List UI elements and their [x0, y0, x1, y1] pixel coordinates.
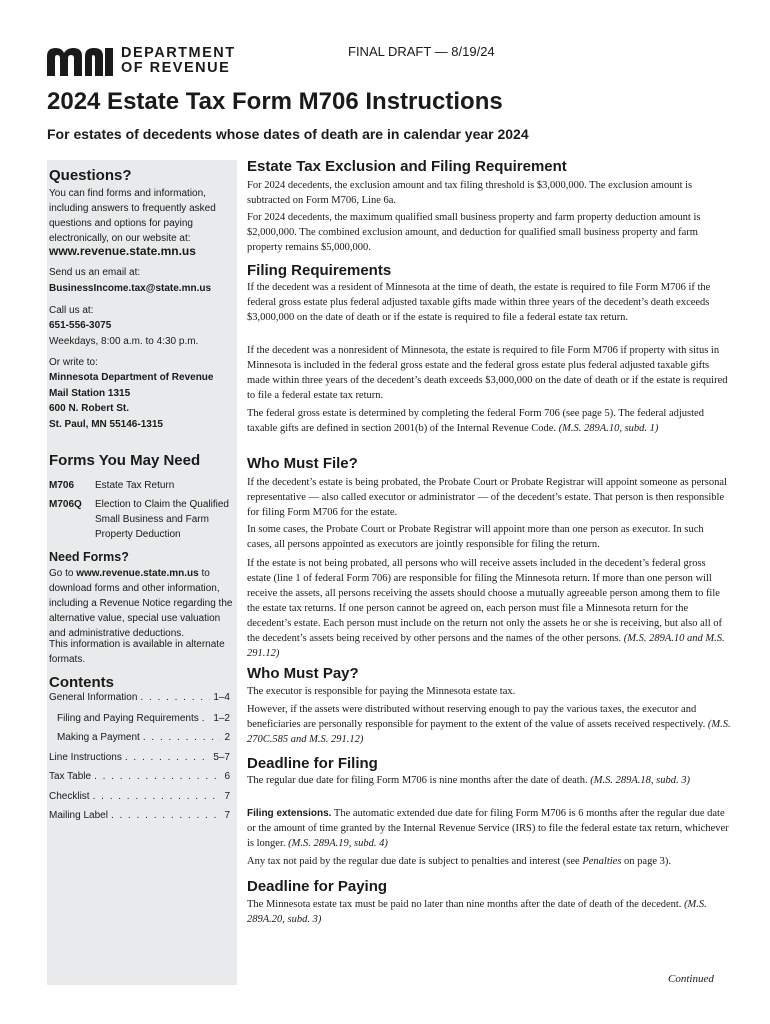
mn-revenue-logo	[47, 46, 247, 76]
alternate-formats-note: This information is available in alternate formats.	[49, 639, 225, 665]
exclusion-paragraph-1: For 2024 decedents, the exclusion amount and tax filing threshold is $3,000,000. The exclusion amount is subtracted on Form M706, Line 6a.	[247, 180, 693, 206]
who-pay-p2-citation: (M.S. 270C.585 and M.S. 291.12)	[247, 719, 731, 745]
toc-page: 2	[224, 732, 230, 743]
need-forms-text	[49, 566, 233, 641]
page-subtitle: For estates of decedents whose dates of death are in calendar year 2024	[47, 126, 529, 142]
who-pay-p2-text: However, if the assets were distributed without reserving enough to pay the various taxes, the executor and beneficiaries are personally responsible for payment to the extent of the value of assets received respectively.	[247, 704, 708, 730]
need-forms-go: Go to	[49, 568, 77, 579]
toc-leader	[143, 732, 222, 743]
toc-item[interactable]	[57, 713, 230, 724]
who-pay-paragraph-2	[247, 702, 731, 747]
toc-label: Line Instructions	[49, 752, 122, 763]
filing-p3-citation: (M.S. 289A.10, subd. 1)	[558, 423, 659, 434]
exclusion-heading: Estate Tax Exclusion and Filing Requirement	[247, 158, 567, 175]
toc-leader	[125, 752, 210, 763]
contents-heading: Contents	[49, 674, 114, 691]
toc-label: Tax Table	[49, 771, 92, 782]
toc-label: Filing and Paying Requirements	[57, 713, 199, 724]
who-pay-paragraph-1: The executor is responsible for paying the Minnesota estate tax.	[247, 686, 516, 697]
toc-item[interactable]	[57, 732, 230, 743]
filing-extensions-citation: (M.S. 289A.19, subd. 4)	[288, 838, 388, 849]
toc-page: 7	[224, 791, 230, 802]
filing-paragraph-1: If the decedent was a resident of Minnesota at the time of death, the estate is required to file Form M706 if the federal gross estate plus federal adjusted taxable gifts made within three years of the decedent’s death exceeds $3,000,000 on the date of death or if the estate is required to file a federal estate tax return.	[247, 282, 711, 323]
email-link[interactable]: BusinessIncome.tax@state.mn.us	[49, 283, 212, 294]
need-forms-body: to download forms and other information, including a Revenue Notice regarding the alternative value, special use valuation and administrative deductions.	[49, 568, 233, 639]
filing-extensions-paragraph	[247, 806, 731, 851]
deadline-paying-text: The Minnesota estate tax must be paid no later than nine months after the date of death of the decedent.	[247, 899, 685, 910]
need-forms-link[interactable]: www.revenue.state.mn.us	[76, 568, 199, 579]
phone-number: 651-556-3075	[49, 320, 112, 331]
draft-label: FINAL DRAFT — 8/19/24	[348, 44, 495, 59]
sidebar	[47, 160, 237, 985]
form-code: M706Q	[49, 499, 82, 510]
toc-leader	[140, 692, 210, 703]
penalties-text: Any tax not paid by the regular due date is subject to penalties and interest (see	[247, 856, 583, 867]
deadline-paying-paragraph	[247, 897, 731, 927]
toc-page: 6	[224, 771, 230, 782]
toc-label: Making a Payment	[57, 732, 140, 743]
who-must-file-heading: Who Must File?	[247, 455, 358, 472]
toc-label: Mailing Label	[49, 810, 108, 821]
toc-page: 1–2	[213, 713, 230, 724]
toc-label: Checklist	[49, 791, 90, 802]
deadline-paying-heading: Deadline for Paying	[247, 878, 388, 895]
penalties-link: Penalties	[582, 856, 622, 867]
filing-p3-text: The federal gross estate is determined by completing the federal Form 706 (see page 5). The federal adjusted taxable gifts are defined in section 2001(b) of the Internal Revenue Code.	[247, 408, 704, 434]
deadline-filing-heading: Deadline for Filing	[247, 755, 378, 772]
toc-leader	[111, 810, 222, 821]
filing-requirements-heading: Filing Requirements	[247, 262, 392, 279]
filing-extensions-label: Filing extensions.	[247, 808, 332, 819]
toc-leader	[202, 713, 211, 724]
who-file-paragraph-2: In some cases, the Probate Court or Probate Registrar will appoint more than one person as executor. In such cases, all persons appointed as executors are jointly responsible for filing the return.	[247, 524, 704, 550]
toc-page: 7	[224, 810, 230, 821]
address-line-2: Mail Station 1315	[49, 388, 131, 399]
office-hours: Weekdays, 8:00 a.m. to 4:30 p.m.	[49, 336, 199, 347]
mn-logo-icon	[47, 46, 117, 76]
forms-heading: Forms You May Need	[49, 452, 201, 469]
who-must-pay-heading: Who Must Pay?	[247, 665, 359, 682]
deadline-filing-text: The regular due date for filing Form M706 is nine months after the date of death.	[247, 775, 591, 786]
deadline-paying-citation: (M.S. 289A.20, subd. 3)	[247, 899, 707, 925]
toc-leader	[93, 791, 222, 802]
address-line-3: 600 N. Robert St.	[49, 403, 130, 414]
who-file-paragraph-3	[247, 556, 731, 661]
questions-heading: Questions?	[49, 167, 132, 184]
call-label: Call us at:	[49, 305, 94, 316]
form-code: M706	[49, 480, 75, 491]
toc-item[interactable]	[49, 791, 230, 802]
logo-text-department: DEPARTMENT	[121, 45, 236, 61]
who-file-paragraph-1: If the decedent’s estate is being probated, the Probate Court or Probate Registrar will appoint someone as personal representative — also called executor or administrator — of the decedent’s estate. That person is then responsible for filing Form M706 for the estate.	[247, 477, 727, 518]
questions-text: You can find forms and information, including answers to frequently asked questions and options for paying electronically, on our website at:	[49, 188, 216, 244]
address-line-1: Minnesota Department of Revenue	[49, 372, 214, 383]
toc-item[interactable]	[49, 692, 230, 703]
toc-item[interactable]	[49, 810, 230, 821]
form-desc: Election to Claim the Qualified Small Business and Farm Property Deduction	[95, 499, 229, 540]
penalties-paragraph	[247, 854, 731, 869]
filing-paragraph-3	[247, 406, 731, 436]
penalties-end: on page 3).	[621, 856, 671, 867]
logo-text-of-revenue: OF REVENUE	[121, 60, 231, 76]
form-desc: Estate Tax Return	[95, 480, 175, 491]
toc-page: 1–4	[213, 692, 230, 703]
exclusion-paragraph-2: For 2024 decedents, the maximum qualified small business property and farm property deduction amount is $2,000,000. The combined exclusion amount, and deduction for qualified small business property and farm property remains $5,000,000.	[247, 212, 701, 253]
toc-item[interactable]	[49, 771, 230, 782]
toc-label: General Information	[49, 692, 138, 703]
toc-item[interactable]	[49, 752, 230, 763]
email-label: Send us an email at:	[49, 267, 141, 278]
who-file-p3-citation: (M.S. 289A.10 and M.S. 291.12)	[247, 633, 725, 659]
deadline-filing-paragraph	[247, 773, 731, 788]
write-label: Or write to:	[49, 357, 98, 368]
who-file-p3-text: If the estate is not being probated, all persons who will receive assets included in the decedent’s federal gross estate (line 1 of federal Form 706) are responsible for filing the Minnesota return. If more than one person will receive the assets, all persons receiving the assets should choose a mutually agreeable person among them to file the estate tax returns. If one person cannot be agreed on, each person must file a Minnesota return for the decedent’s estate. Each person must include on the return not only the assets he or she is receiving, but also all of the decedent’s assets being received by other persons and the names of the other persons.	[247, 558, 722, 644]
deadline-filing-citation: (M.S. 289A.18, subd. 3)	[590, 775, 690, 786]
need-forms-heading: Need Forms?	[49, 550, 129, 564]
website-link[interactable]: www.revenue.state.mn.us	[49, 244, 196, 258]
toc-page: 5–7	[213, 752, 230, 763]
continued-label: Continued	[668, 973, 714, 985]
filing-extensions-text: The automatic extended due date for filing Form M706 is 6 months after the regular due date or the amount of time granted by the Internal Revenue Service (IRS) to file the federal estate tax return, whichever is longer.	[247, 808, 729, 849]
page-title: 2024 Estate Tax Form M706 Instructions	[47, 88, 503, 115]
toc-leader	[94, 771, 221, 782]
address-line-4: St. Paul, MN 55146-1315	[49, 419, 163, 430]
filing-paragraph-2: If the decedent was a nonresident of Minnesota, the estate is required to file Form M706 if property with situs in Minnesota is included in the federal gross estate and the federal gross estate plus federal adjusted taxable gifts made within three years of the decedent’s death exceeds $3,000,000 on the date of death or if the estate is required to file a federal estate tax return.	[247, 345, 728, 401]
